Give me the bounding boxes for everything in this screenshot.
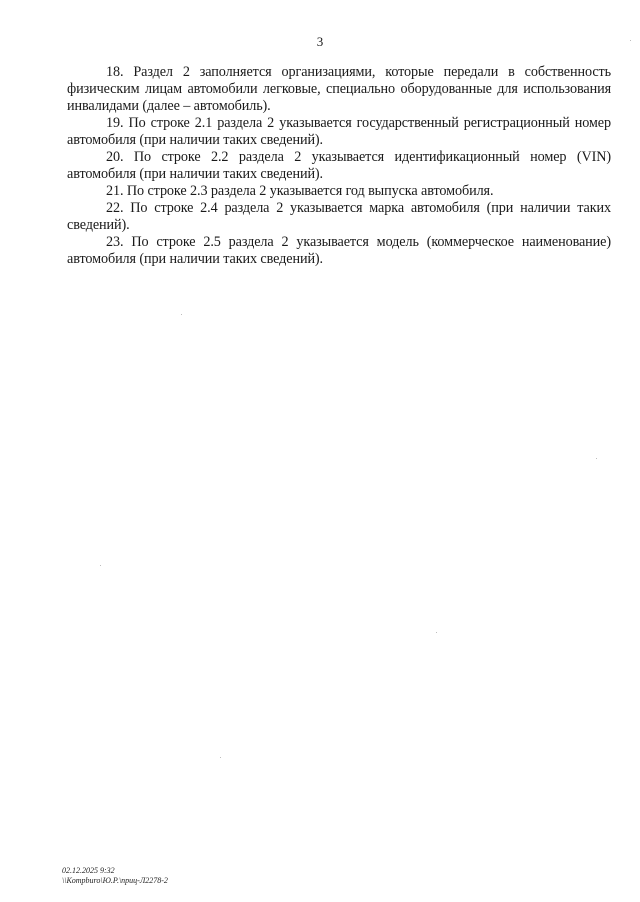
footer-file-path: \\Kompburo\Ю.Р.\приц-Л2278-2 [62, 876, 168, 885]
paragraph-22: 22. По строке 2.4 раздела 2 указывается марка автомобиля (при наличии таких сведений). [67, 200, 611, 233]
paragraph-19: 19. По строке 2.1 раздела 2 указывается государственный регистрационный номер автомобиля (при наличии таких сведений). [67, 115, 611, 148]
document-footer [62, 866, 168, 886]
page-number: 3 [316, 34, 324, 49]
scan-speck [630, 40, 631, 41]
paragraph-21: 21. По строке 2.3 раздела 2 указывается год выпуска автомобиля. [106, 183, 494, 199]
scan-speck [596, 458, 597, 459]
paragraph-18: 18. Раздел 2 заполняется организациями, которые передали в собственность физическим лицам автомобили легковые, специально оборудованные для использования инвалидами (далее – автомобиль). [67, 64, 611, 114]
document-body [67, 64, 611, 268]
paragraph-23: 23. По строке 2.5 раздела 2 указывается модель (коммерческое наименование) автомобиля (при наличии таких сведений). [67, 234, 611, 267]
scan-speck [181, 314, 182, 315]
scan-speck [100, 565, 101, 566]
scan-speck [436, 632, 437, 633]
scan-speck [220, 757, 221, 758]
paragraph-20: 20. По строке 2.2 раздела 2 указывается идентификационный номер (VIN) автомобиля (при наличии таких сведений). [67, 149, 611, 182]
footer-timestamp: 02.12.2025 9:32 [62, 866, 115, 875]
